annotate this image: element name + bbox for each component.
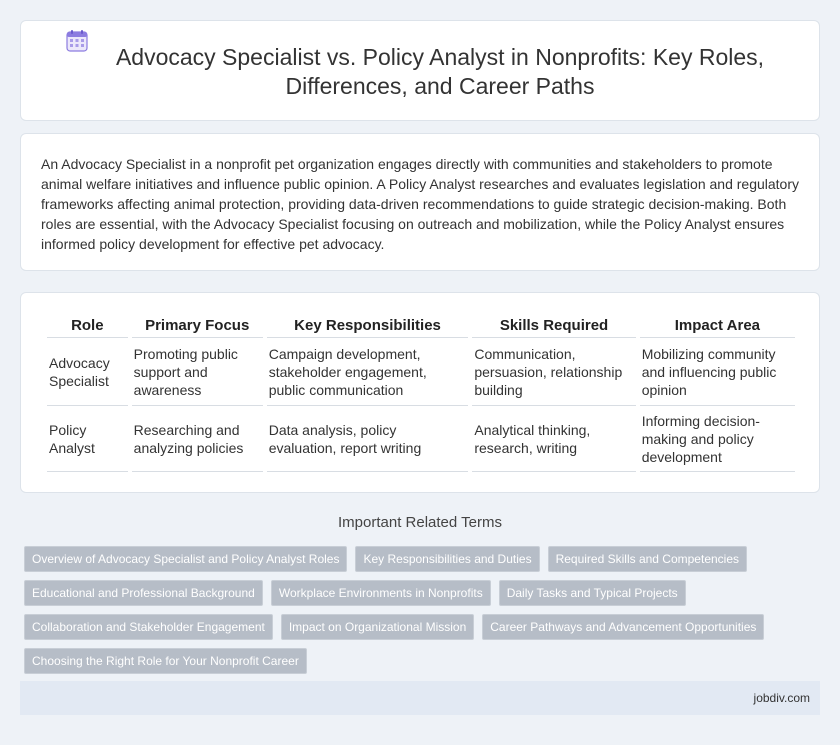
page-title: Advocacy Specialist vs. Policy Analyst in Nonprofits: Key Roles, Differences, and Career Paths [115, 44, 765, 99]
intro-card [20, 133, 820, 271]
column-header: Key Responsibilities [267, 315, 469, 338]
table-cell: Campaign development, stakeholder engagement, public communication [267, 338, 469, 406]
table-header-row [47, 315, 795, 338]
table-cell: Promoting public support and awareness [132, 338, 263, 406]
table-cell: Informing decision-making and policy development [640, 406, 795, 472]
table-cell: Researching and analyzing policies [132, 406, 263, 472]
table-row [47, 406, 795, 472]
table-cell: Analytical thinking, research, writing [472, 406, 635, 472]
related-terms-heading: Important Related Terms [338, 514, 502, 531]
related-terms-list [24, 546, 804, 682]
comparison-table-card [20, 292, 820, 493]
related-term-tag[interactable]: Choosing the Right Role for Your Nonprofit Career [24, 648, 307, 674]
table-cell: Data analysis, policy evaluation, report writing [267, 406, 469, 472]
related-term-tag[interactable]: Impact on Organizational Mission [281, 614, 474, 640]
title-card [20, 20, 820, 121]
footer-site-link[interactable]: jobdiv.com [753, 691, 810, 705]
related-term-tag[interactable]: Career Pathways and Advancement Opportunities [482, 614, 764, 640]
related-term-tag[interactable]: Educational and Professional Background [24, 580, 263, 606]
table-cell: Advocacy Specialist [47, 338, 128, 406]
column-header: Primary Focus [132, 315, 263, 338]
column-header: Skills Required [472, 315, 635, 338]
table-cell: Policy Analyst [47, 406, 128, 472]
table-cell: Mobilizing community and influencing public opinion [640, 338, 795, 406]
comparison-table [43, 315, 799, 472]
related-term-tag[interactable]: Workplace Environments in Nonprofits [271, 580, 491, 606]
table-cell: Communication, persuasion, relationship building [472, 338, 635, 406]
table-row [47, 338, 795, 406]
related-term-tag[interactable]: Collaboration and Stakeholder Engagement [24, 614, 273, 640]
related-term-tag[interactable]: Required Skills and Competencies [548, 546, 747, 572]
footer [20, 681, 820, 715]
column-header: Impact Area [640, 315, 795, 338]
related-term-tag[interactable]: Key Responsibilities and Duties [355, 546, 539, 572]
intro-paragraph: An Advocacy Specialist in a nonprofit pet organization engages directly with communities and stakeholders to promote animal welfare initiatives and influence public opinion. A Policy Analyst researches and evaluates legislation and regulatory frameworks affecting animal protection, providing data-driven recommendations to guide strategic decision-making. Both roles are essential, with the Advocacy Specialist focusing on outreach and mobilization, while the Policy Analyst ensures informed policy development for effective pet advocacy. [41, 156, 800, 252]
related-term-tag[interactable]: Overview of Advocacy Specialist and Policy Analyst Roles [24, 546, 347, 572]
column-header: Role [47, 315, 128, 338]
related-term-tag[interactable]: Daily Tasks and Typical Projects [499, 580, 686, 606]
